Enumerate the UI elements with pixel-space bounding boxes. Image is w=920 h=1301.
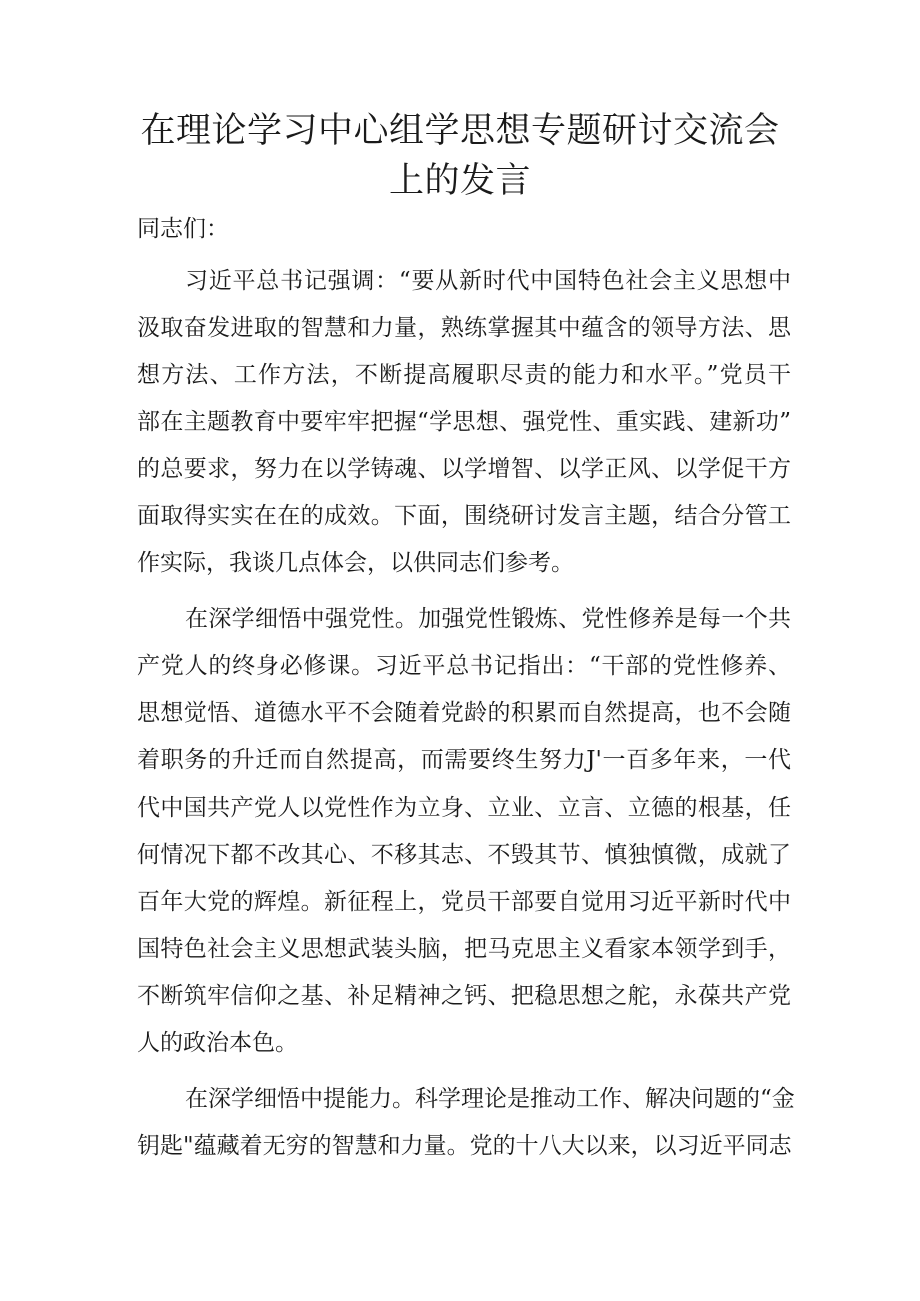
paragraph-1-line: 面取得实实在在的成效。下面，围绕研讨发言主题，结合分管工 bbox=[137, 503, 791, 529]
paragraph-2-line: 人的政治本色。 bbox=[137, 1030, 298, 1056]
paragraph-2-line: 不断筑牢信仰之基、补足精神之钙、把稳思想之舵，永葆共产党 bbox=[137, 983, 791, 1009]
paragraph-2-line: 着职务的升迁而自然提高，而需要终生努力J'一百多年来，一代 bbox=[137, 747, 791, 773]
paragraph-2-line: 百年大党的辉煌。新征程上，党员干部要自觉用习近平新时代中 bbox=[137, 889, 791, 915]
paragraph-2-line: 产党人的终身必修课。习近平总书记指出：“干部的党性修养、 bbox=[137, 653, 791, 679]
paragraph-1-line: 汲取奋发进取的智慧和力量，熟练掌握其中蕴含的领导方法、思 bbox=[137, 315, 791, 341]
paragraph-1-line: 的总要求，努力在以学铸魂、以学增智、以学正风、以学促干方 bbox=[137, 456, 791, 482]
paragraph-2-line: 思想觉悟、道德水平不会随着党龄的积累而自然提高，也不会随 bbox=[137, 700, 791, 726]
paragraph-1-line: 作实际，我谈几点体会，以供同志们参考。 bbox=[137, 550, 574, 576]
paragraph-2-line: 在深学细悟中强党性。加强党性锻炼、党性修养是每一个共 bbox=[185, 606, 791, 632]
document-title-line-1: 在理论学习中心组学思想专题研讨交流会 bbox=[140, 111, 780, 151]
paragraph-1-line: 习近平总书记强调：“要从新时代中国特色社会主义思想中 bbox=[185, 268, 791, 294]
paragraph-2-line: 代中国共产党人以党性作为立身、立业、立言、立德的根基，任 bbox=[137, 795, 791, 821]
salutation: 同志们： bbox=[137, 216, 229, 242]
paragraph-3-line: 在深学细悟中提能力。科学理论是推动工作、解决问题的“金 bbox=[185, 1086, 795, 1112]
document-title-line-2: 上的发言 bbox=[388, 161, 531, 201]
paragraph-1-line: 部在主题教育中要牢牢把握“学思想、强党性、重实践、建新功” bbox=[137, 409, 791, 435]
paragraph-3-line: 钥匙"蕴藏着无穷的智慧和力量。党的十八大以来，以习近平同志 bbox=[137, 1133, 792, 1159]
paragraph-2-line: 何情况下都不改其心、不移其志、不毁其节、慎独慎微，成就了 bbox=[137, 842, 791, 868]
paragraph-2-line: 国特色社会主义思想武装头脑，把马克思主义看家本领学到手， bbox=[137, 936, 791, 962]
paragraph-1-line: 想方法、工作方法，不断提高履职尽责的能力和水平。”党员干 bbox=[137, 362, 791, 388]
